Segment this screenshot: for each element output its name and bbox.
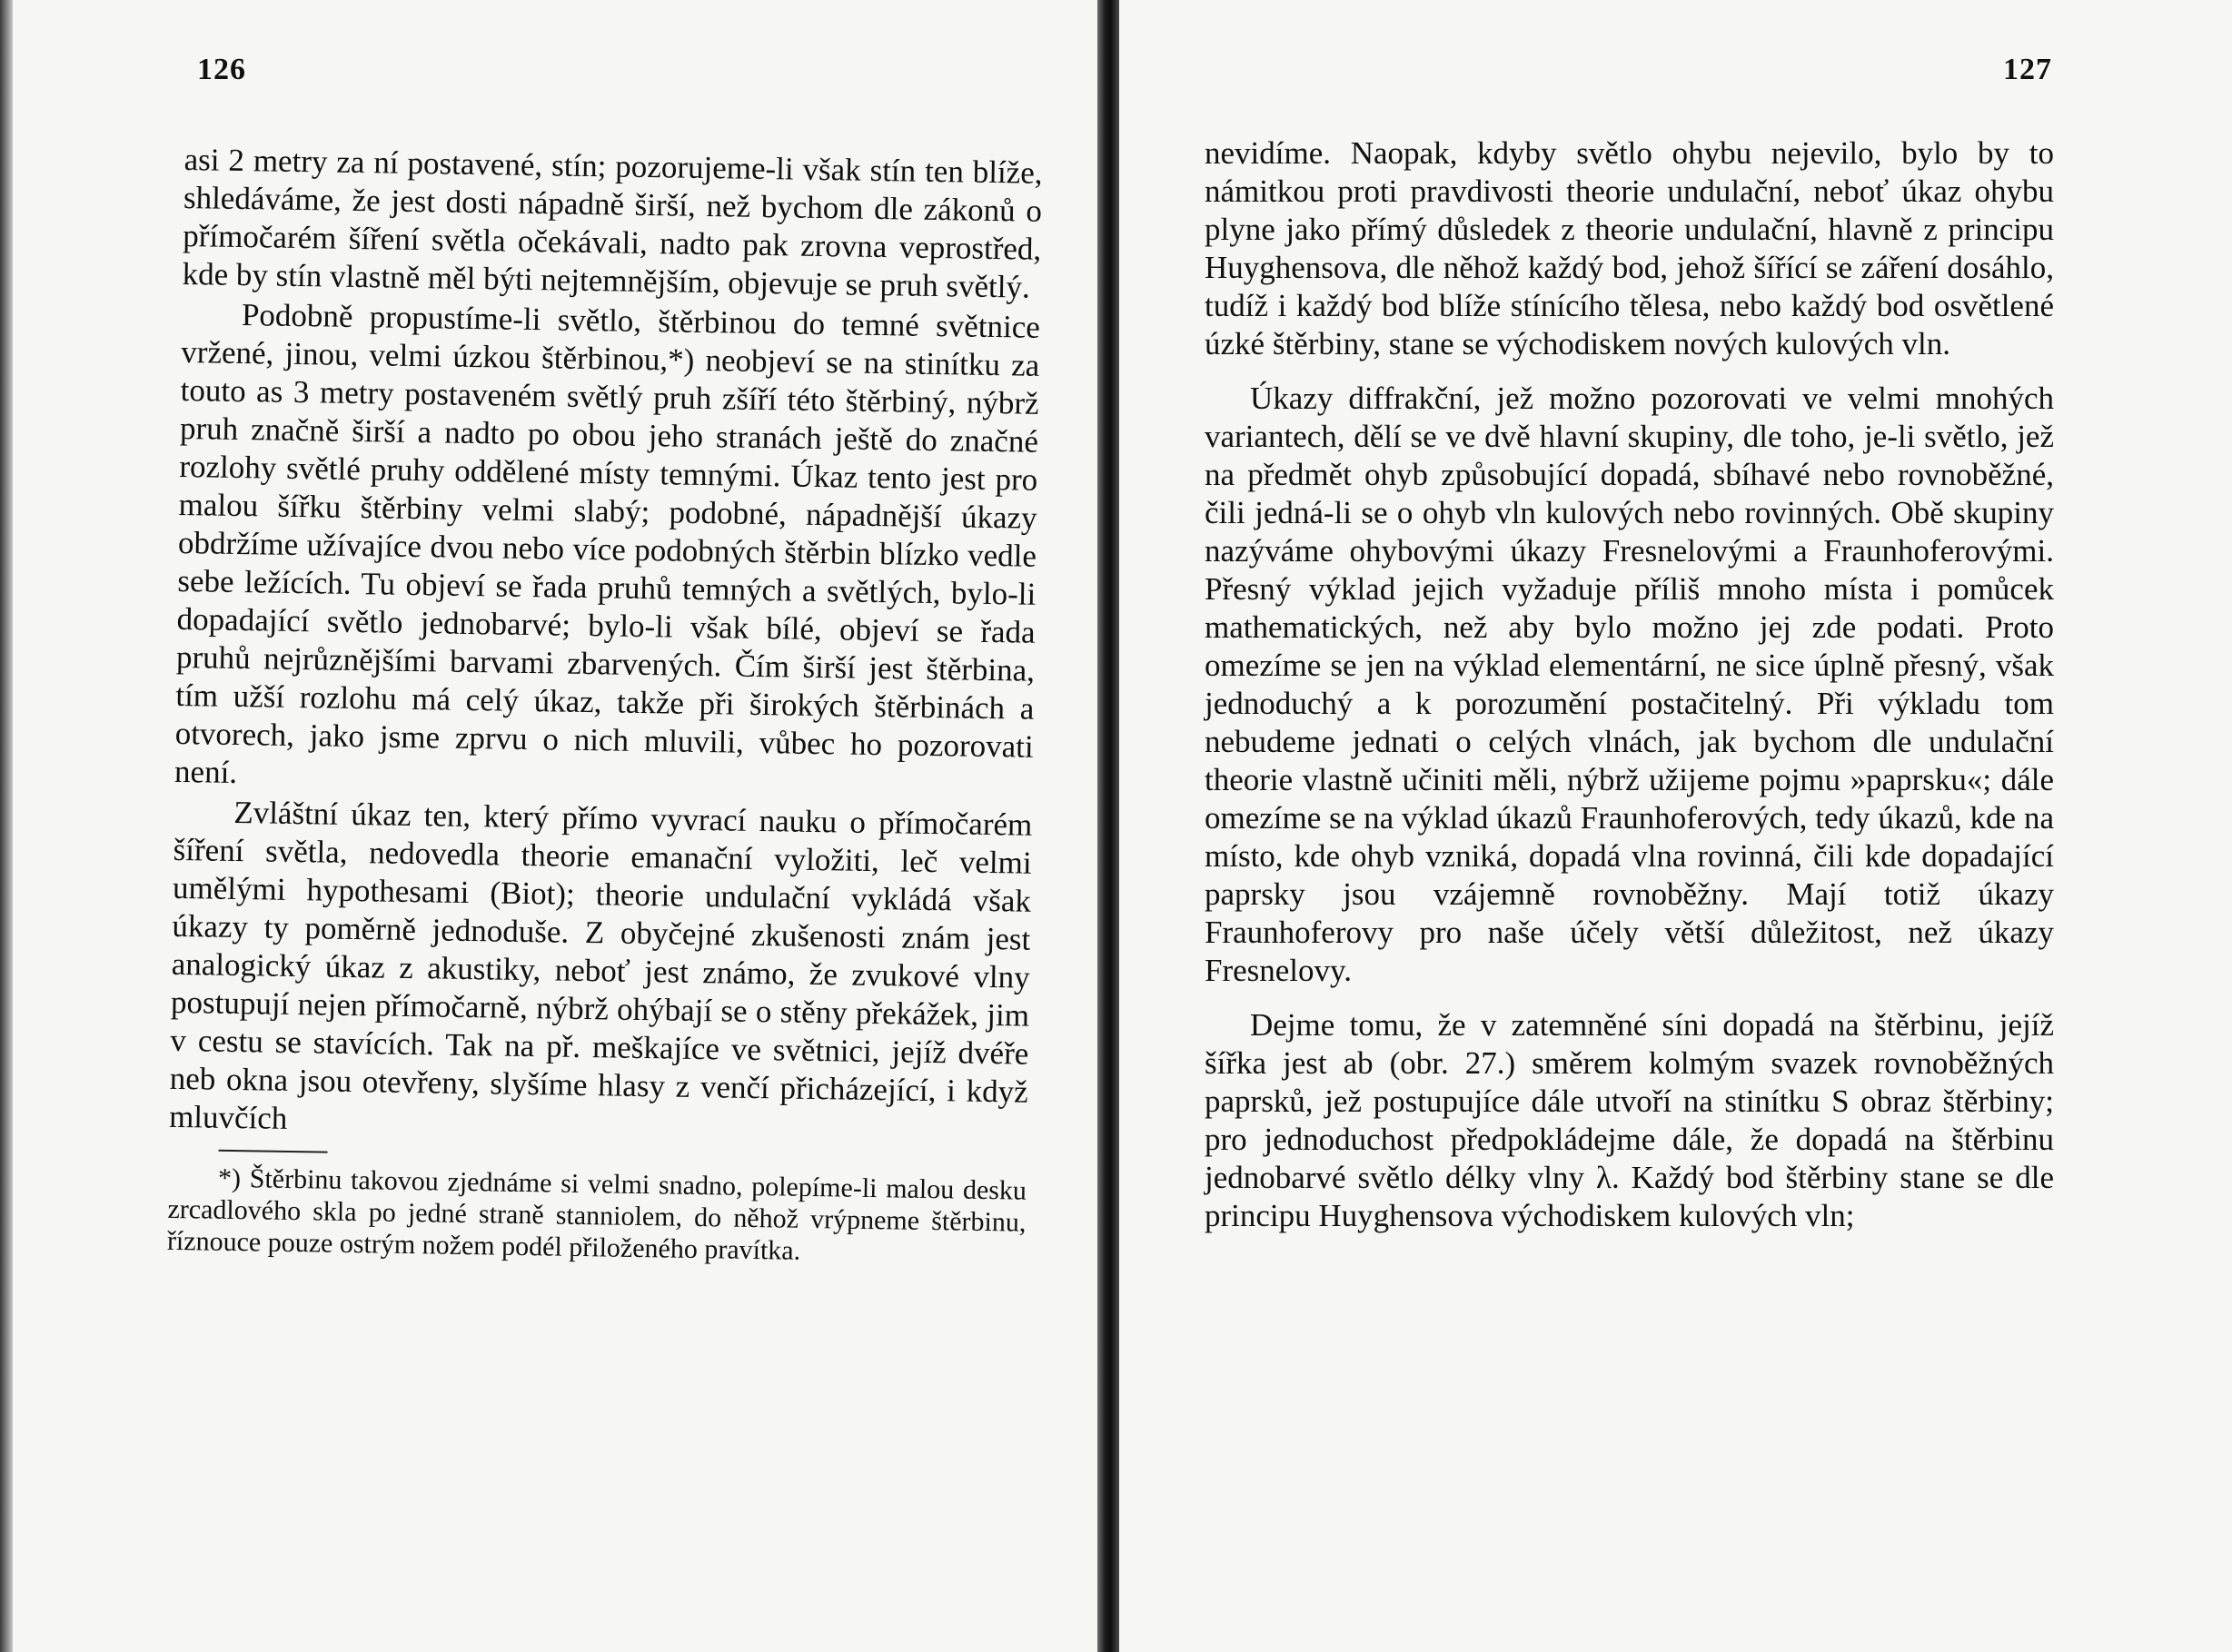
left-text-column (167, 141, 1043, 1271)
paragraph: Zvláštní úkaz ten, který přímo vyvrací nauku o přímočarém šíření světla, nedovedla theorie emanační vyložiti, leč velmi umělými hypothesami (Biot); theorie undulační vykládá však úkazy ty poměrně jednoduše. Z obyčejné zkušenosti znám jest analogický úkaz z akustiky, neboť jest známo, že zvukové vlny postupují nejen přímočarně, nýbrž ohýbají se o stěny překážek, jim v cestu se stavících. Tak na př. meškajíce ve světnici, jejíž dvéře neb okna jsou otevřeny, slyšíme hlasy z venčí přicházející, i když mluvčích (168, 794, 1033, 1136)
page-number-right: 127 (2003, 53, 2052, 86)
page-edge-shadow (0, 0, 13, 1652)
paragraph: Podobně propustíme-li světlo, štěrbinou do temné světnice vržené, jinou, velmi úzkou štěrbinou,*) neobjeví se na stinítku za touto as 3 metry postaveném světlý pruh zšíří této štěrbiný, nýbrž pruh značně širší a nadto po obou jeho stranách ještě do značné rozlohy světlé pruhy oddělené místy temnými. Úkaz tento jest pro malou šířku štěrbiny velmi slabý; podobné, nápadnější úkazy obdržíme užívajíce dvou nebo více podobných štěrbin blízko vedle sebe ležících. Tu objeví se řada pruhů temných a světlých, bylo-li dopadající světlo jednobarvé; bylo-li však bílé, objeví se řada pruhů nejrůznějšími barvami zbarvených. Čím širší jest štěrbina, tím užší rozlohu má celý úkaz, takže při širokých štěrbinách a otvorech, jako jsme zprvu o nich mluvili, vůbec ho pozorovati není. (174, 297, 1041, 790)
page-number-left: 126 (197, 53, 246, 86)
paragraph: asi 2 metry za ní postavené, stín; pozorujeme-li však stín ten blíže, shledáváme, že jest dosti nápadně širší, než bychom dle zákonů o přímočarém šíření světla očekávali, nadto pak zrovna veprostřed, kde by stín vlastně měl býti nejtemnějším, objevuje se pruh světlý. (182, 141, 1043, 305)
book-gutter (1097, 0, 1119, 1652)
right-page (1119, 0, 2232, 1652)
paragraph: Úkazy diffrakční, jež možno pozorovati ve velmi mnohých variantech, dělí se ve dvě hlavní skupiny, dle toho, je-li světlo, jež na předmět ohyb způsobující dopadá, sbíhavé nebo rovnoběžné, čili jedná-li se o ohyb vln kulových nebo rovinných. Obě skupiny nazýváme ohybovými úkazy Fresnelovými a Fraunhoferovými. Přesný výklad jejich vyžaduje příliš mnoho místa i pomůcek mathematických, než aby bylo možno jej zde podati. Proto omezíme se jen na výklad elementární, ne sice úplně přesný, však jednoduchý a k porozumění postačitelný. Při výkladu tom nebudeme jednati o celých vlnách, jak bychom dle undulační theorie vlastně učiniti měli, nýbrž užijeme pojmu »paprsku«; dále omezíme se na výklad úkazů Fraunhoferových, tedy úkazů, kde na místo, kde ohyb vzniká, dopadá vlna rovinná, čili kde dopadající paprsky jsou vzájemně rovnoběžny. Mají totiž úkazy Fraunhoferovy pro naše účely větší důležitost, než úkazy Fresnelovy. (1205, 381, 2054, 988)
paragraph: nevidíme. Naopak, kdyby světlo ohybu nejevilo, bylo by to námitkou proti pravdivosti theorie undulační, neboť úkaz ohybu plyne jako přímý důsledek z theorie undulační, hlavně z principu Huyghensova, dle něhož každý bod, jehož šířící se záření dosáhlo, tudíž i každý bod blíže stínícího tělesa, nebo každý bod osvětlené úzké štěrbiny, stane se východiskem nových kulových vln. (1205, 135, 2054, 361)
footnote-rule (219, 1150, 328, 1153)
right-text-column (1205, 134, 2054, 1235)
footnote: *) Štěrbinu takovou zjednáme si velmi snadno, polepíme-li malou desku zrcadlového skla po jedné straně stanniolem, do něhož vrýpneme štěrbinu, říznouce pouze ostrým nožem podél přiloženého pravítka. (166, 1162, 1027, 1266)
left-page (0, 0, 1097, 1652)
paragraph: Dejme tomu, že v zatemněné síni dopadá na štěrbinu, jejíž šířka jest ab (obr. 27.) směrem kolmým svazek rovnoběžných paprsků, jež postupujíce dále utvoří na stinítku S obraz štěrbiny; pro jednoduchost předpokládejme dále, že dopadá na štěrbinu jednobarvé světlo délky vlny λ. Každý bod štěrbiny stane se dle principu Huyghensova východiskem kulových vln; (1205, 1007, 2054, 1233)
